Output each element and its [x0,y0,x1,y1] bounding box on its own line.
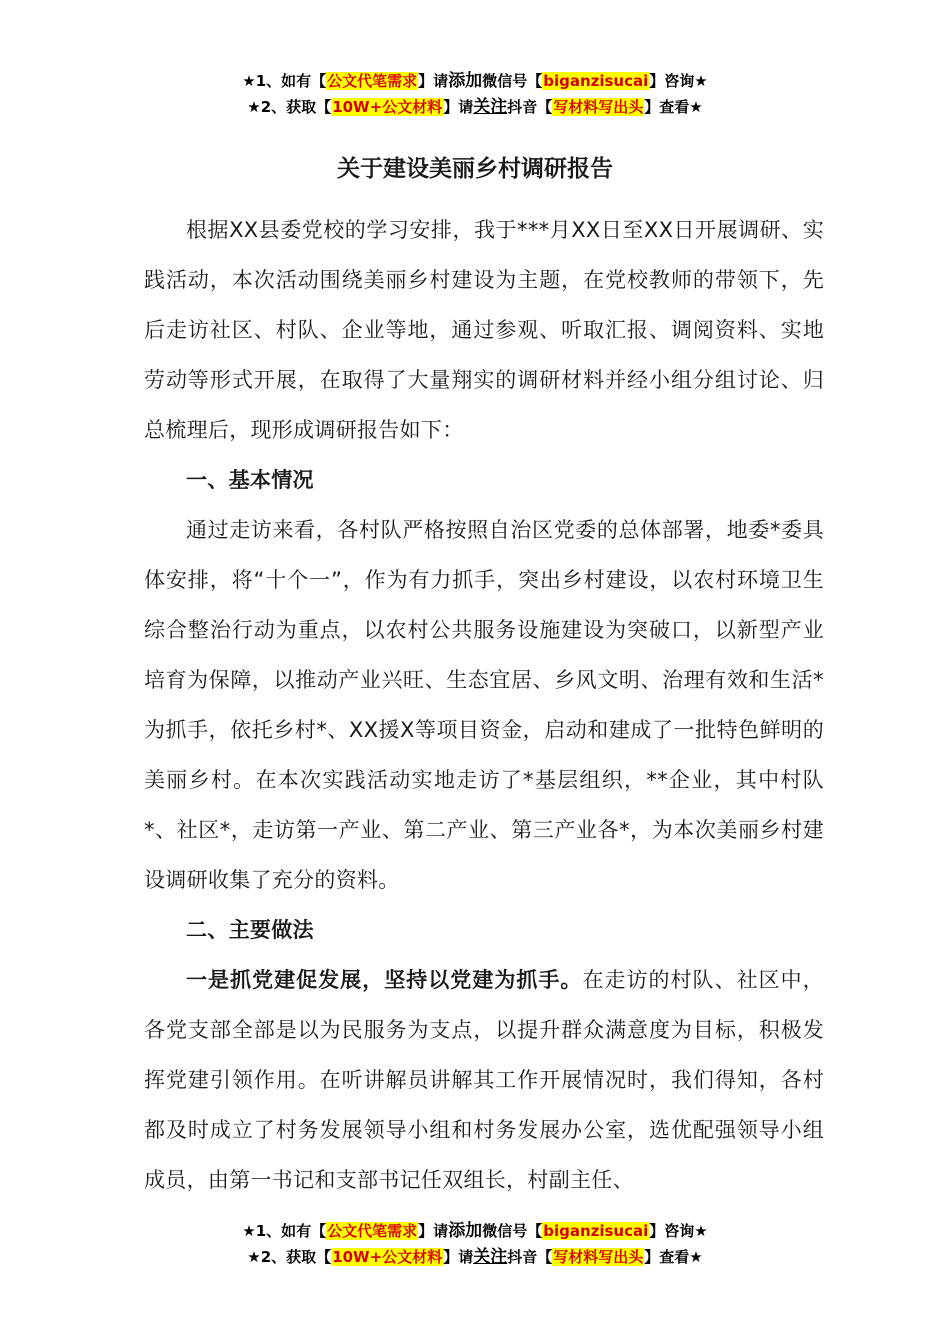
promo-line-2: ★2、获取【10W+公文材料】请关注抖音【写材料写出头】查看★ [247,97,703,117]
promo-highlight-wechat-id: biganzisucai [543,72,649,90]
section-2-lead: 一是抓党建促发展，坚持以党建为抓手。 [186,968,583,992]
promo-highlight-douyin: 写材料写出头 [553,1248,644,1266]
intro-paragraph: 根据XX县委党校的学习安排，我于***月XX日至XX日开展调研、实践活动，本次活动围绕美丽乡村建设为主题，在党校教师的带领下，先后走访社区、村队、企业等地，通过参观、听取汇报、调阅资料、实地劳动等形式开展，在取得了大量翔实的调研材料并经小组分组讨论、归总梳理后，现形成调研报告如下： [144,218,824,442]
promo-line-1: ★1、如有【公文代笔需求】请添加微信号【biganzisucai】咨询★ [242,1221,708,1241]
document-body [144,205,824,1205]
section-1-heading: 一、基本情况 [186,468,314,492]
document-title: 关于建设美丽乡村调研报告 [337,156,613,182]
header-promo-banner [0,68,950,120]
section-2-text: 在走访的村队、社区中，各党支部全部是以为民服务为支点，以提升群众满意度为目标，积极发挥党建引领作用。在听讲解员讲解其工作开展情况时，我们得知，各村都及时成立了村务发展领导小组和村务发展办公室，选优配强领导小组成员，由第一书记和支部书记任双组长，村副主任、 [144,968,824,1192]
promo-line-2: ★2、获取【10W+公文材料】请关注抖音【写材料写出头】查看★ [247,1247,703,1267]
section-2-paragraph [144,955,824,1205]
promo-line-1: ★1、如有【公文代笔需求】请添加微信号【biganzisucai】咨询★ [242,71,708,91]
promo-highlight-materials: 10W+公文材料 [332,98,443,116]
promo-highlight-douyin: 写材料写出头 [553,98,644,116]
promo-highlight-ghostwriting: 公文代笔需求 [327,1222,418,1240]
footer-promo-banner [0,1218,950,1270]
promo-highlight-wechat-id: biganzisucai [543,1222,649,1240]
promo-highlight-materials: 10W+公文材料 [332,1248,443,1266]
section-2-heading: 二、主要做法 [186,918,314,942]
section-1-paragraph: 通过走访来看，各村队严格按照自治区党委的总体部署，地委*委具体安排，将“十个一”，作为有力抓手，突出乡村建设，以农村环境卫生综合整治行动为重点，以农村公共服务设施建设为突破口，以新型产业培育为保障，以推动产业兴旺、生态宜居、乡风文明、治理有效和生活*为抓手，依托乡村*、XX援X等项目资金，启动和建成了一批特色鲜明的美丽乡村。在本次实践活动实地走访了*基层组织，**企业，其中村队*、社区*，走访第一产业、第二产业、第三产业各*，为本次美丽乡村建设调研收集了充分的资料。 [144,518,824,892]
promo-highlight-ghostwriting: 公文代笔需求 [327,72,418,90]
